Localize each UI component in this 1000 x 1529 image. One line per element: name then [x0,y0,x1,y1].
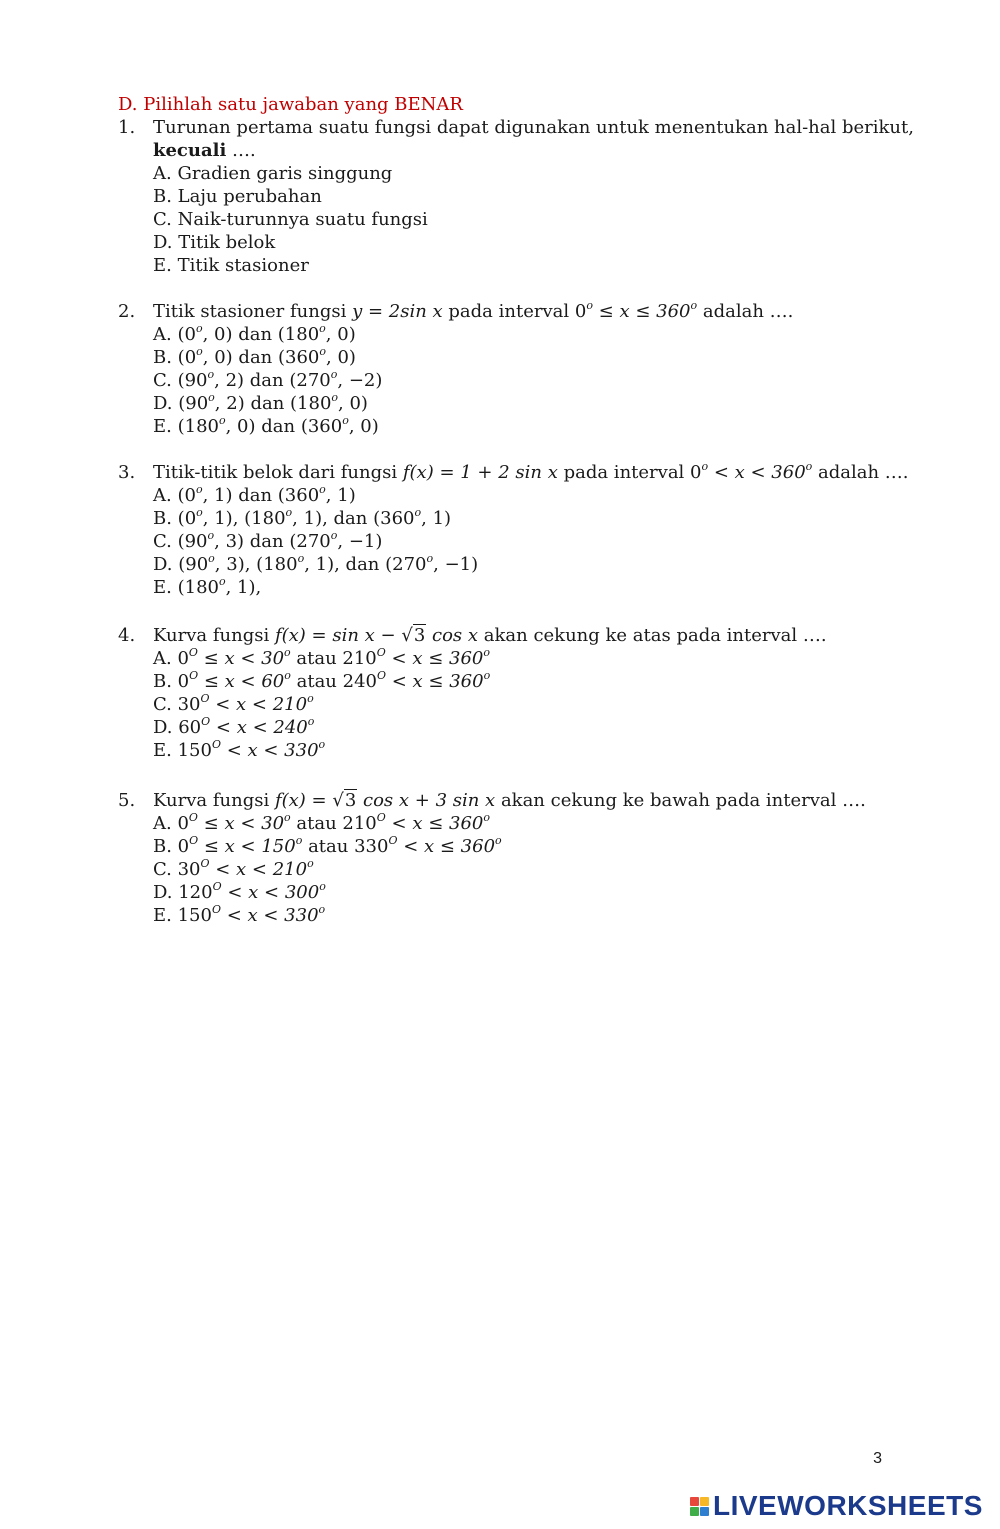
question-5 [118,789,878,927]
question-number: 1. [118,117,136,138]
section-title: D. Pilihlah satu jawaban yang BENAR [118,94,463,115]
option-a[interactable]: A. Gradien garis singgung [153,163,393,184]
option-c[interactable]: C. (90$^o$, 2) dan ($270^o$, −2) [153,368,383,391]
option-e[interactable]: E. (180$^o$, 0) dan (360$^o$, 0) [153,414,379,437]
question-1: 1. Turunan pertama suatu fungsi dapat digunakan untuk menentukan hal-hal berikut, kecuali …. A. Gradien garis singgung B. Laju perubahan C. Naik-turunnya suatu fungsi D. Titik belok E. Titik stasioner [118,117,914,276]
option-d[interactable]: D. (90$^o$, 2) dan (180$^o$, 0) [153,391,368,414]
logo-mark-icon [690,1497,709,1516]
sqrt-symbol: √3 [332,790,357,811]
option-c[interactable]: C. $30^O < x < 210^o$ [153,692,314,715]
question-2 [118,300,878,438]
option-a[interactable]: A. (0$^o$, 1) dan (360$^o$, 1) [153,483,356,506]
logo-text: LIVEWORKSHEETS [713,1490,983,1521]
question-text: Kurva fungsi f(x) = √3 cos x + 3 sin x akan cekung ke bawah pada interval …. [153,790,866,811]
option-a[interactable]: A. $0^O \le x < 30^o$ atau $210^O < x \le 360^o$ [153,646,490,669]
question-text: Turunan pertama suatu fungsi dapat digunakan untuk menentukan hal-hal berikut, [153,117,914,138]
option-d[interactable]: D. $120^O < x < 300^o$ [153,880,326,903]
logo-square-yellow [700,1497,709,1506]
question-text: Titik stasioner fungsi y = 2sin x pada interval $0^o \le x \le 360^o$ adalah …. [153,299,794,322]
option-c[interactable]: C. (90$^o$, 3) dan ($270^o$, −1) [153,529,383,552]
logo-square-green [690,1507,699,1516]
question-emphasis: kecuali [153,140,227,161]
logo-square-red [690,1497,699,1506]
option-b[interactable]: B. $0^O \le x < 150^o$ atau $330^O < x \le 360^o$ [153,834,502,857]
option-b[interactable]: B. Laju perubahan [153,186,322,207]
logo-square-blue [700,1507,709,1516]
option-d[interactable]: D. (90$^o$, 3), (180$^o$, 1), dan ($270^o$, −1) [153,552,479,575]
option-e[interactable]: E. Titik stasioner [153,255,309,276]
question-4 [118,624,878,762]
option-c[interactable]: C. $30^O < x < 210^o$ [153,857,314,880]
option-c[interactable]: C. Naik-turunnya suatu fungsi [153,209,428,230]
question-number: 5. [118,790,136,811]
question-number: 3. [118,462,136,483]
option-a[interactable]: A. (0$^o$, 0) dan (180$^o$, 0) [153,322,356,345]
page-number: 3 [873,1450,882,1467]
option-d[interactable]: D. $60^O < x < 240^o$ [153,715,315,738]
question-3 [118,460,909,599]
option-e[interactable]: E. (180$^o$, 1), [153,575,262,598]
sqrt-symbol: √3 [401,625,426,646]
option-a[interactable]: A. $0^O \le x < 30^o$ atau $210^O < x \le 360^o$ [153,811,490,834]
question-text: Titik-titik belok dari fungsi f(x) = 1 + 2 sin x pada interval $0^o < x < 360^o$ adalah …. [153,460,909,483]
question-text: Kurva fungsi f(x) = sin x − √3 cos x akan cekung ke atas pada interval …. [153,625,827,646]
option-d[interactable]: D. Titik belok [153,232,276,253]
question-number: 2. [118,301,136,322]
option-e[interactable]: E. $150^O < x < 330^o$ [153,903,326,926]
liveworksheets-logo [690,1490,983,1522]
option-b[interactable]: B. (0$^o$, 0) dan (360$^o$, 0) [153,345,356,368]
option-b[interactable]: B. (0$^o$, 1), (180$^o$, 1), dan (360$^o$, 1) [153,506,452,529]
question-number: 4. [118,625,136,646]
option-b[interactable]: B. $0^O \le x < 60^o$ atau $240^O < x \le 360^o$ [153,669,491,692]
option-e[interactable]: E. $150^O < x < 330^o$ [153,738,326,761]
